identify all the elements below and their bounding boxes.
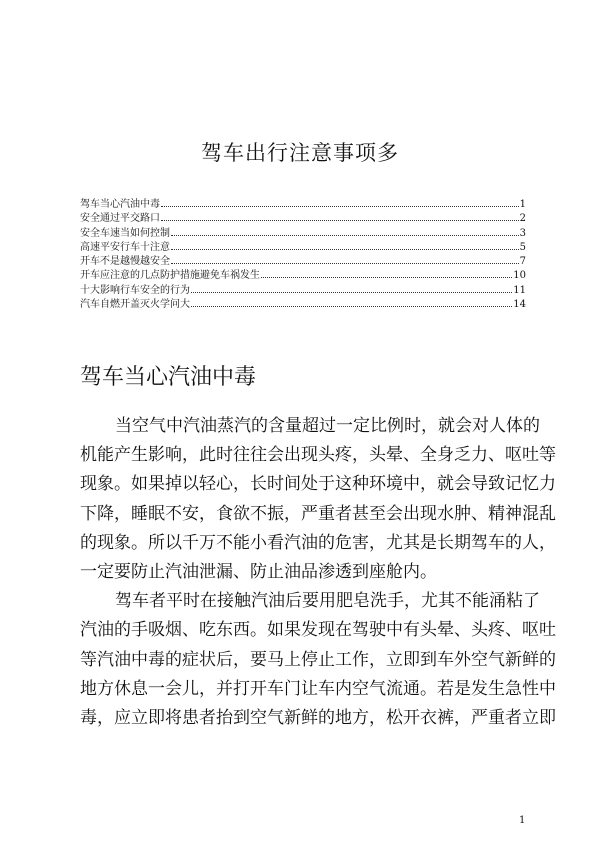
document-title: 驾车出行注意事项多: [201, 141, 399, 165]
paragraph-line: 的现象。所以千万不能小看汽油的危害，尤其是长期驾车的人，: [80, 532, 556, 553]
toc-leader-dots: [191, 306, 512, 307]
toc-entry-label: 开车应注意的几点防护措施避免车祸发生: [80, 270, 260, 282]
toc-entry[interactable]: [80, 255, 526, 269]
toc-entry-page: 11: [513, 284, 526, 296]
toc-entry-page: 10: [513, 270, 526, 282]
toc-entry-page: 5: [519, 241, 526, 253]
paragraph-line: 等汽油中毒的症状后，要马上停止工作，立即到车外空气新鲜的: [80, 649, 556, 670]
toc-leader-dots: [191, 292, 512, 293]
toc-entry-label: 十大影响行车安全的行为: [80, 284, 190, 296]
section-heading: 驾车当心汽油中毒: [80, 365, 257, 390]
toc-entry[interactable]: [80, 198, 526, 212]
toc-entry[interactable]: [80, 269, 526, 283]
paragraph-line: 下降，睡眠不安，食欲不振，严重者甚至会出现水肿、精神混乱: [80, 503, 556, 524]
toc-entry-label: 安全车速当如何控制: [80, 227, 170, 239]
toc-entry-label: 开车不是越慢越安全: [80, 256, 170, 268]
paragraph-line: 汽油的手吸烟、吃东西。如果发现在驾驶中有头晕、头疼、呕吐: [80, 620, 556, 641]
toc-leader-dots: [161, 220, 519, 221]
page-number: 1: [519, 815, 526, 826]
toc-entry[interactable]: [80, 212, 526, 226]
toc-entry-page: 1: [519, 199, 526, 210]
toc-leader-dots: [171, 235, 519, 236]
toc-entry-label: 高速平安行车十注意: [80, 241, 170, 253]
toc-leader-dots: [161, 206, 519, 207]
paragraph-line: 地方休息一会儿，并打开车门让车内空气流通。若是发生急性中: [80, 678, 556, 699]
toc-entry-page: 3: [519, 227, 526, 239]
toc-entry[interactable]: [80, 284, 526, 298]
toc-entry-label: 汽车自燃开盖灭火学问大: [80, 299, 190, 311]
toc-entry-page: 14: [513, 299, 526, 311]
table-of-contents: [80, 198, 526, 312]
toc-leader-dots: [261, 277, 512, 278]
paragraph-line: 机能产生影响，此时往往会出现头疼，头晕、全身乏力、呕吐等: [80, 445, 556, 466]
toc-leader-dots: [171, 249, 519, 250]
paragraph-line: 毒，应立即将患者抬到空气新鲜的地方，松开衣裤，严重者立即: [80, 707, 556, 728]
toc-entry-page: 2: [519, 213, 526, 225]
paragraph-line: 一定要防止汽油泄漏、防止油品渗透到座舱内。: [80, 561, 437, 582]
toc-entry-label: 安全通过平交路口: [80, 213, 160, 225]
toc-entry[interactable]: [80, 241, 526, 255]
toc-leader-dots: [171, 263, 519, 264]
toc-entry[interactable]: [80, 298, 526, 312]
paragraph-line: 当空气中汽油蒸汽的含量超过一定比例时，就会对人体的: [115, 416, 540, 436]
toc-entry-label: 驾车当心汽油中毒: [80, 199, 160, 210]
section-body: [80, 412, 556, 733]
toc-entry-page: 7: [519, 256, 526, 268]
paragraph-line: 驾车者平时在接触汽油后要用肥皂洗手，尤其不能涌粘了: [115, 591, 540, 612]
toc-entry[interactable]: [80, 227, 526, 241]
paragraph-line: 现象。如果掉以轻心，长时间处于这种环境中，就会导致记忆力: [80, 474, 556, 495]
